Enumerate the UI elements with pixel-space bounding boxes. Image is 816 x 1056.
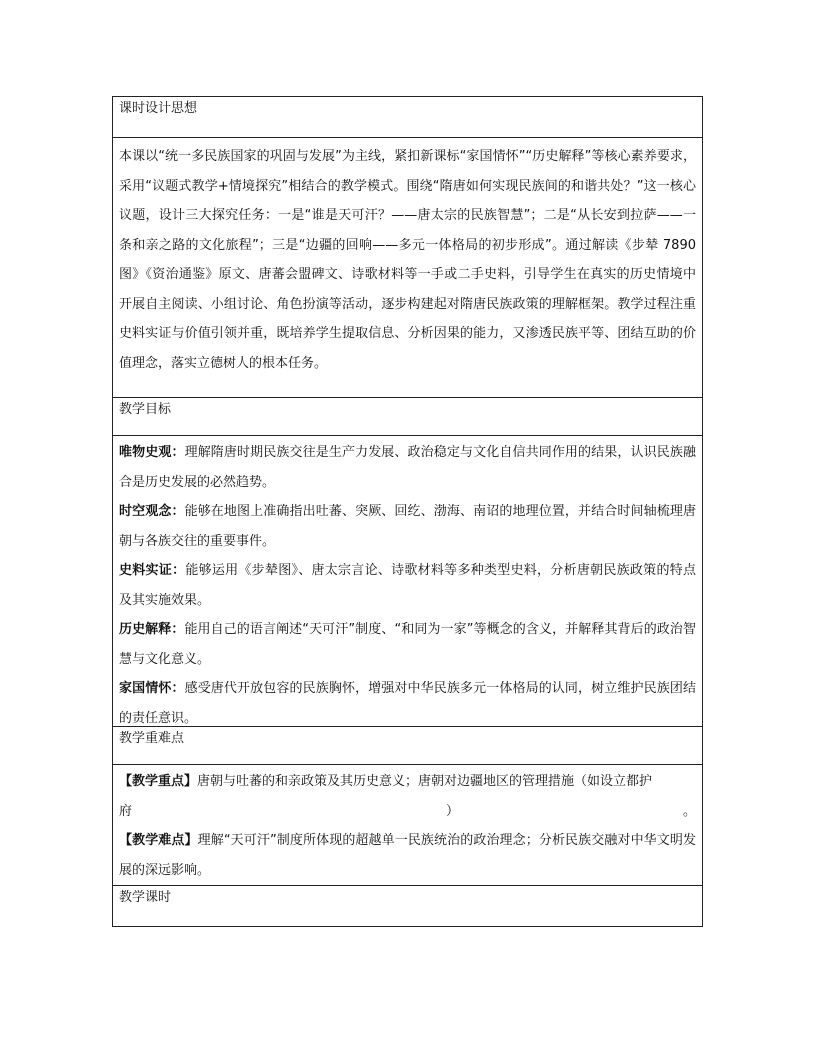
goal-label: 时空观念：	[119, 504, 185, 519]
goal-item	[119, 497, 696, 556]
goal-text: 理解隋唐时期民族交往是生产力发展、政治稳定与文化自信共同作用的结果，认识民族融合是历史发展的必然趋势。	[119, 445, 696, 490]
goal-label: 唯物史观：	[119, 445, 185, 460]
goal-text: 能够在地图上准确指出吐蕃、突厥、回纥、渤海、南诏的地理位置，并结合时间轴梳理唐朝与各族交往的重要事件。	[119, 504, 696, 549]
design-body-cell	[113, 138, 702, 398]
goal-text: 能用自己的语言阐述“天可汗”制度、“和同为一家”等概念的含义，并解释其背后的政治智慧与文化意义。	[119, 622, 696, 667]
goal-label: 历史解释：	[119, 622, 185, 637]
key-point-label: 【教学重点】	[119, 774, 198, 789]
difficulty-label: 【教学难点】	[119, 833, 198, 848]
key-point-line-2	[119, 797, 696, 827]
goals-body-cell	[113, 436, 702, 727]
goal-item	[119, 674, 696, 727]
difficulty-text: 理解“天可汗”制度所体现的超越单一民族统治的政治理念；分析民族交融对中华文明发展的深远影响。	[119, 833, 696, 878]
goal-text: 能够运用《步辇图》、唐太宗言论、诗歌材料等多种类型史料，分析唐朝民族政策的特点及其实施效果。	[119, 563, 696, 608]
key-point-paren: ）	[445, 803, 459, 819]
hours-heading-cell	[113, 886, 702, 926]
key-heading: 教学重难点	[119, 731, 185, 746]
goal-item	[119, 615, 696, 674]
goals-heading-cell	[113, 398, 702, 436]
design-heading-cell	[113, 97, 702, 138]
difficulty-line	[119, 826, 696, 885]
key-point-line	[119, 767, 696, 797]
key-point-text: 唐朝与吐蕃的和亲政策及其历史意义；唐朝对边疆地区的管理措施（如设立都护	[197, 774, 653, 789]
key-point-fu: 府	[119, 803, 133, 819]
goals-heading: 教学目标	[119, 402, 172, 417]
goal-label: 家国情怀：	[119, 681, 185, 696]
goal-item	[119, 556, 696, 615]
design-heading: 课时设计思想	[119, 101, 198, 116]
goal-item	[119, 438, 696, 497]
goal-text: 感受唐代开放包容的民族胸怀，增强对中华民族多元一体格局的认同，树立维护民族团结的责任意识。	[119, 681, 696, 726]
key-point-period: 。	[682, 803, 696, 819]
key-heading-cell	[113, 727, 702, 765]
design-body: 本课以“统一多民族国家的巩固与发展”为主线，紧扣新课标“家国情怀”“历史解释”等核心素养要求，采用“议题式教学+情境探究”相结合的教学模式。围绕“隋唐如何实现民族间的和谐共处？”这一核心议题，设计三大探究任务：一是“谁是天可汗？——唐太宗的民族智慧”；二是“从长安到拉萨——一条和亲之路的文化旅程”；三是“边疆的回响——多元一体格局的初步形成”。通过解读《步辇 7890 图》《资治通鉴》原文、唐蕃会盟碑文、诗歌材料等一手或二手史料，引导学生在真实的历史情境中开展自主阅读、小组讨论、角色扮演等活动，逐步构建起对隋唐民族政策的理解框架。教学过程注重史料实证与价值引领并重，既培养学生提取信息、分析因果的能力，又渗透民族平等、团结互助的价值理念，落实立德树人的根本任务。	[119, 149, 696, 371]
lesson-plan-table	[112, 96, 703, 927]
goal-label: 史料实证：	[119, 563, 186, 578]
hours-heading: 教学课时	[119, 890, 172, 905]
key-body-cell	[113, 765, 702, 886]
